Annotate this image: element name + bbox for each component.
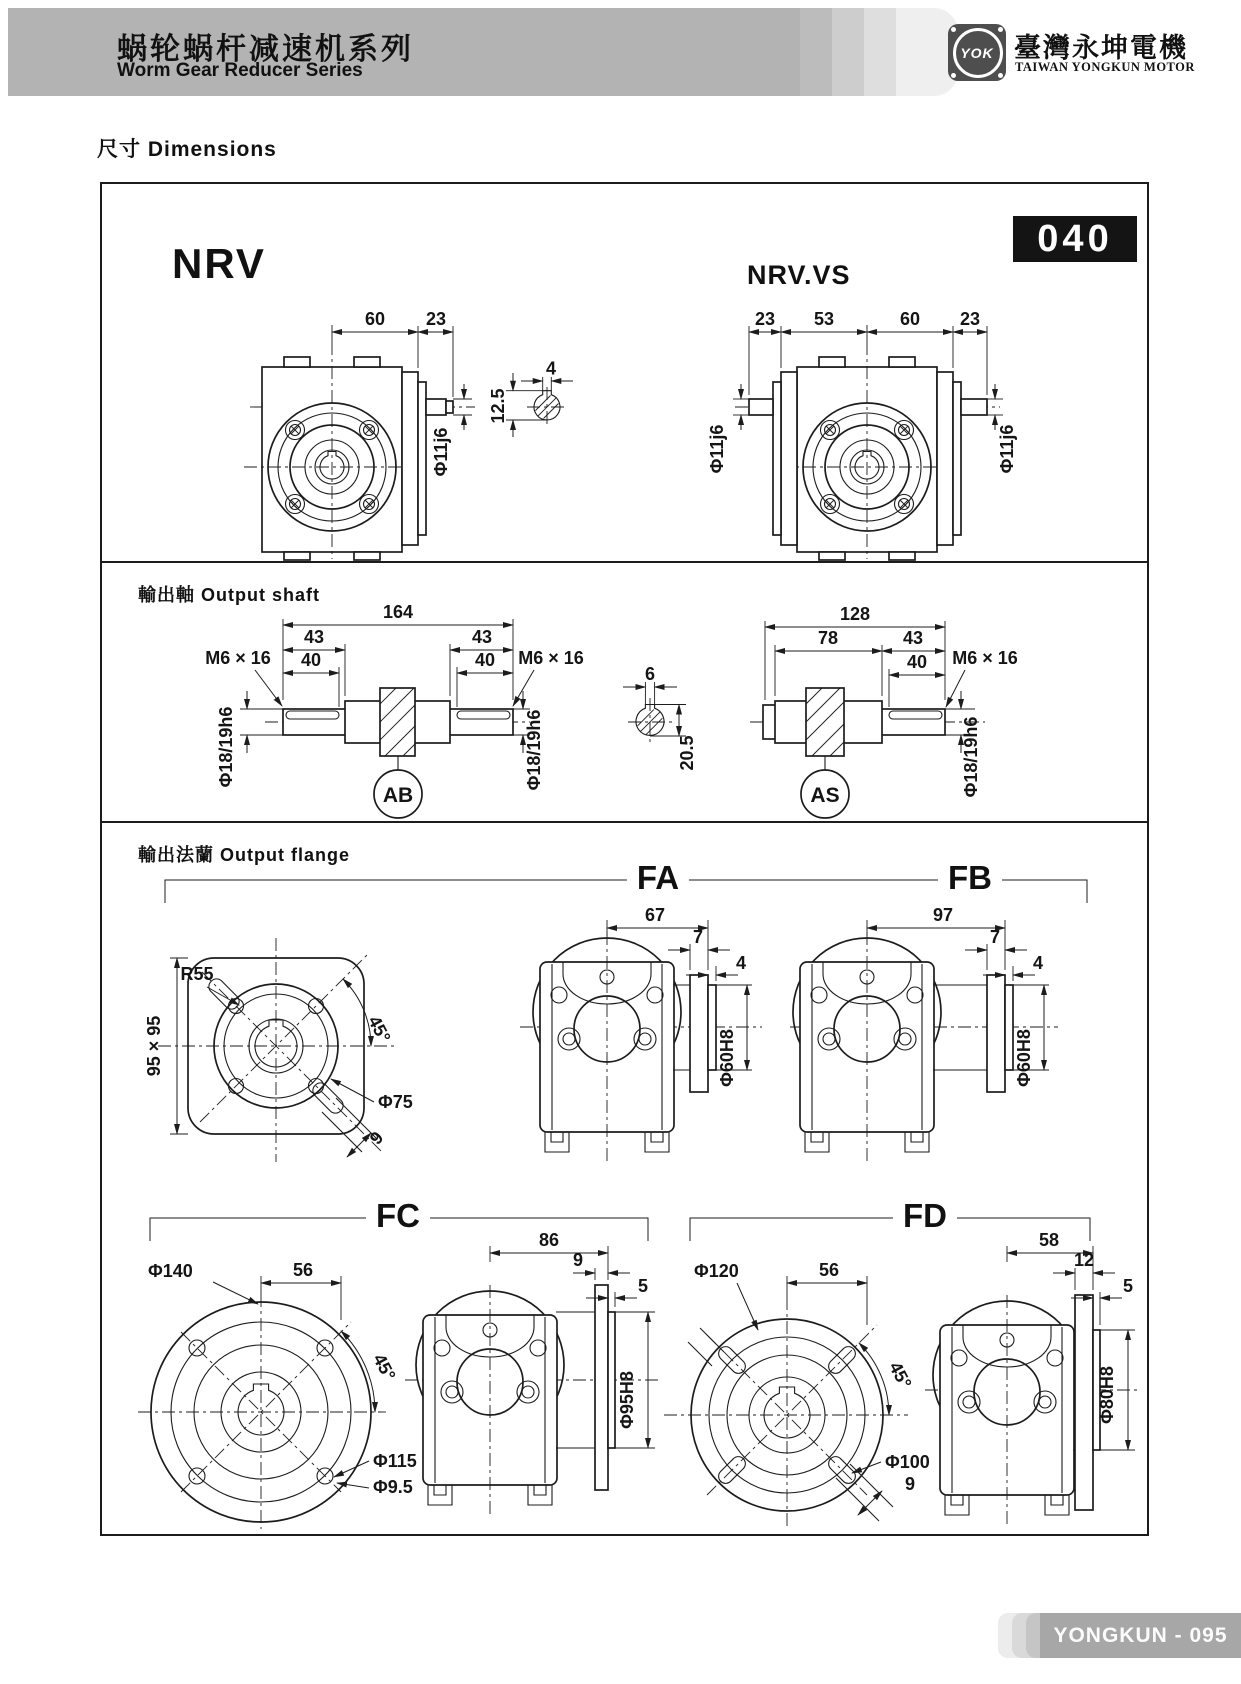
fd-label: FD	[893, 1197, 957, 1235]
dim-ab-164: 164	[382, 602, 414, 622]
dim-fd-5: 5	[1122, 1276, 1134, 1296]
fb-label: FB	[938, 859, 1002, 897]
dim-sq-slot: 9	[365, 1127, 388, 1149]
dim-fd-45: 45°	[885, 1358, 916, 1392]
brand-name-zh: 臺灣永坤電機	[1014, 33, 1188, 63]
dim-ab-43l: 43	[303, 627, 325, 647]
dim-fd-pcd: Φ100	[885, 1452, 930, 1472]
dim-fa-bore: Φ60H8	[717, 1029, 737, 1087]
dim-sq-bore: Φ75	[378, 1092, 413, 1112]
page-heading: 尺寸 Dimensions	[97, 138, 277, 161]
dim-fd-12: 12	[1073, 1250, 1095, 1270]
dim-nrvvs-shaft-l: Φ11j6	[707, 424, 727, 474]
output-shaft-heading: 輸出軸 Output shaft	[138, 585, 320, 605]
dim-fc-45: 45°	[369, 1350, 400, 1384]
dim-ab-40l: 40	[300, 650, 322, 670]
dim-fa-7: 7	[692, 927, 704, 947]
nrvvs-model-title: NRV.VS	[747, 260, 851, 290]
section-divider	[100, 561, 1147, 563]
footer-page-label: YONGKUN - 095	[1040, 1613, 1241, 1658]
dim-nrvvs-23l: 23	[754, 309, 776, 329]
dim-fc-dia: Φ140	[148, 1261, 193, 1281]
dim-fd-58: 58	[1038, 1230, 1060, 1250]
dim-nrv-60: 60	[364, 309, 386, 329]
dim-ab-dia-right: Φ18/19h6	[524, 709, 544, 791]
dim-sq-45: 45°	[364, 1012, 395, 1046]
dim-fa-67: 67	[644, 905, 666, 925]
dim-as-128: 128	[839, 604, 871, 624]
dim-fb-97: 97	[932, 905, 954, 925]
dim-nrv-key-w: 4	[545, 358, 557, 379]
dim-fb-bore: Φ60H8	[1014, 1029, 1034, 1087]
dim-fd-dia: Φ120	[694, 1261, 739, 1281]
dim-nrv-shaft-dia: Φ11j6	[431, 427, 451, 477]
dim-fc-5: 5	[637, 1276, 649, 1296]
yok-logo-icon	[948, 24, 1006, 81]
dim-as-78: 78	[817, 628, 839, 648]
dim-ab-43r: 43	[471, 627, 493, 647]
dim-as-40: 40	[906, 652, 928, 672]
fa-label: FA	[627, 859, 689, 897]
dim-key-6: 6	[644, 664, 656, 684]
dim-key-205: 20.5	[677, 735, 697, 771]
nrv-model-title: NRV	[172, 240, 266, 287]
dim-ab-dia-left: Φ18/19h6	[216, 706, 236, 788]
size-badge: 040	[1013, 216, 1137, 262]
dim-fc-56: 56	[292, 1260, 314, 1280]
dim-fc-9: 9	[572, 1250, 584, 1270]
logo-monogram: YOK	[960, 44, 994, 61]
dim-fb-4: 4	[1032, 953, 1044, 973]
dim-sq-r55: R55	[180, 964, 214, 984]
dim-fd-bore: Φ80H8	[1097, 1366, 1117, 1424]
dim-fc-86: 86	[538, 1230, 560, 1250]
dim-fc-bore: Φ95H8	[617, 1371, 637, 1429]
dim-fd-56: 56	[818, 1260, 840, 1280]
tag-as: AS	[810, 784, 840, 807]
dim-nrvvs-shaft-r: Φ11j6	[997, 424, 1017, 474]
dim-nrvvs-60: 60	[899, 309, 921, 329]
series-title-zh: 蜗轮蜗杆减速机系列	[117, 33, 414, 66]
dim-nrv-23: 23	[425, 309, 447, 329]
dim-nrv-key-h: 12.5	[488, 388, 508, 424]
brand-name-en: TAIWAN YONGKUN MOTOR	[1015, 60, 1195, 74]
dim-fa-4: 4	[735, 953, 747, 973]
dim-as-43: 43	[902, 628, 924, 648]
dim-ab-40r: 40	[474, 650, 496, 670]
dim-as-m6: M6 × 16	[952, 648, 1018, 668]
series-title-en: Worm Gear Reducer Series	[117, 60, 363, 81]
dim-ab-m6-left: M6 × 16	[205, 648, 271, 668]
dim-fc-hole: Φ9.5	[373, 1477, 413, 1497]
dim-fd-slot: 9	[904, 1474, 916, 1494]
dim-as-dia: Φ18/19h6	[961, 716, 981, 798]
dim-nrvvs-23r: 23	[959, 309, 981, 329]
dim-fb-7: 7	[989, 927, 1001, 947]
dim-nrvvs-53: 53	[813, 309, 835, 329]
dim-sq-size: 95 × 95	[144, 1015, 164, 1077]
dim-ab-m6-right: M6 × 16	[518, 648, 584, 668]
section-divider	[100, 821, 1147, 823]
dim-fc-pcd: Φ115	[373, 1451, 417, 1471]
fc-label: FC	[366, 1197, 430, 1235]
output-flange-heading: 輸出法蘭 Output flange	[138, 845, 350, 865]
tag-ab: AB	[382, 784, 414, 807]
